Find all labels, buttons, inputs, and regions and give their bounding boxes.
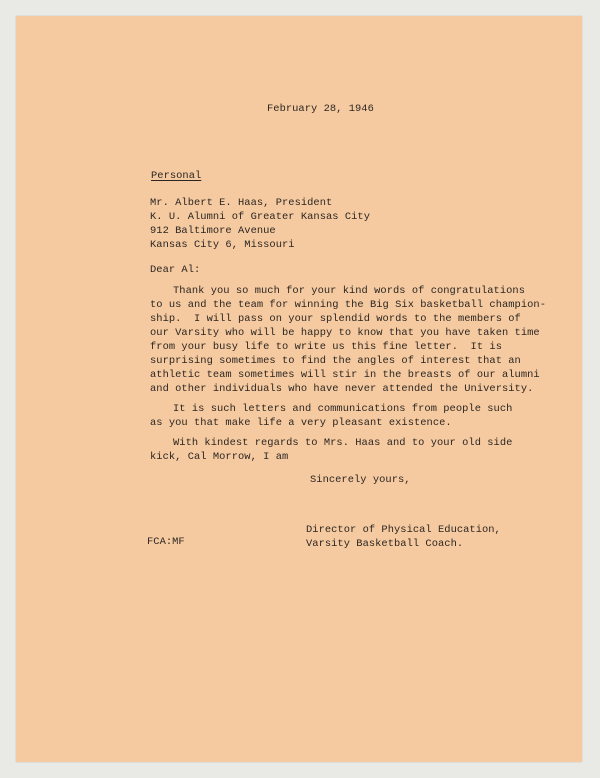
paragraph1-line: athletic team sometimes will stir in the breasts of our alumni — [150, 369, 540, 381]
salutation: Dear Al: — [150, 264, 201, 276]
paragraph3-line: kick, Cal Morrow, I am — [150, 451, 289, 463]
paragraph1-line: from your busy life to write us this fine letter. It is — [150, 341, 502, 353]
paragraph2-line: It is such letters and communications from people such — [173, 403, 513, 415]
paragraph1-line: and other individuals who have never attended the University. — [150, 383, 534, 395]
recipient-city: Kansas City 6, Missouri — [150, 239, 295, 251]
recipient-street: 912 Baltimore Avenue — [150, 225, 276, 237]
signature-title-line: Director of Physical Education, — [306, 524, 501, 536]
closing: Sincerely yours, — [310, 474, 411, 486]
paragraph1-line: ship. I will pass on your splendid words to the members of — [150, 313, 521, 325]
paragraph1-line: our Varsity who will be happy to know that you have taken time — [150, 327, 540, 339]
typist-initials: FCA:MF — [147, 536, 185, 548]
recipient-name-title: Mr. Albert E. Haas, President — [150, 197, 333, 209]
paragraph1-line: surprising sometimes to find the angles of interest that an — [150, 355, 521, 367]
letter-date: February 28, 1946 — [267, 103, 374, 115]
signature-title-line: Varsity Basketball Coach. — [306, 538, 464, 550]
paragraph1-line: to us and the team for winning the Big Six basketball champion- — [150, 299, 546, 311]
personal-marking: Personal — [151, 170, 202, 182]
letter-page — [16, 16, 582, 762]
paragraph3-line: With kindest regards to Mrs. Haas and to your old side — [173, 437, 513, 449]
recipient-organization: K. U. Alumni of Greater Kansas City — [150, 211, 370, 223]
paragraph1-line: Thank you so much for your kind words of congratulations — [173, 285, 525, 297]
paragraph2-line: as you that make life a very pleasant existence. — [150, 417, 452, 429]
